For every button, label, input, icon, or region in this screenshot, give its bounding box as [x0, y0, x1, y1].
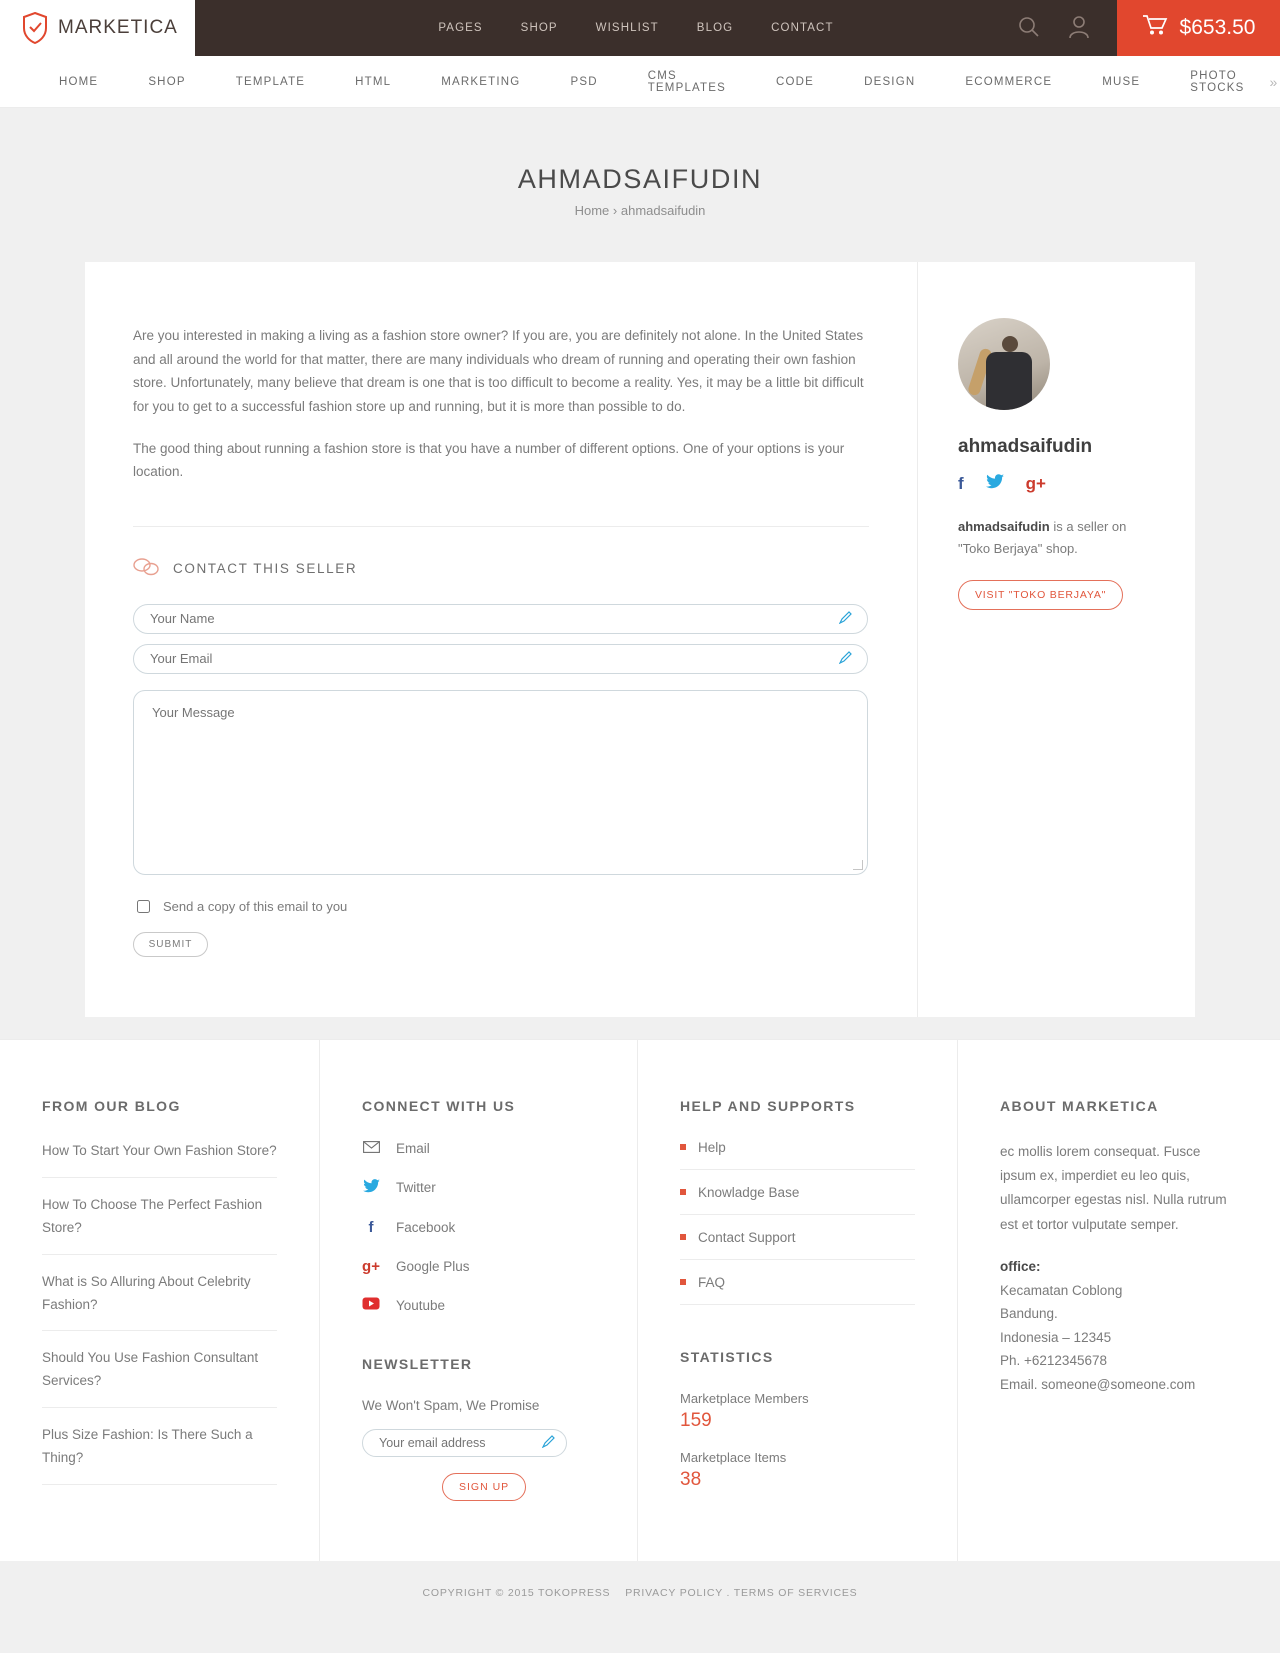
footer-connect-column [320, 1040, 638, 1561]
footer-about-title: ABOUT MARKETICA [1000, 1097, 1159, 1114]
top-nav-item-shop[interactable]: SHOP [520, 22, 558, 34]
chat-bubbles-icon [133, 557, 159, 580]
breadcrumb [0, 203, 1280, 218]
list-item[interactable]: Plus Size Fashion: Is There Such a Thing? [42, 1424, 277, 1485]
intro-paragraph-1: Are you interested in making a living as a fashion store owner? If you are, you are definitely not alone. In the United States and all around the world for that matter, there are many individuals who dream of running and operating their own fashion store. Unfortunately, many believe that dream is one that is too difficult to become a reality. Yes, it may be a little bit difficult for you to get to a successful fashion store up and running, but it is more than possible to do. [133, 328, 864, 414]
avatar [958, 318, 1050, 410]
twitter-icon[interactable] [986, 474, 1004, 494]
facebook-icon: f [368, 1218, 374, 1236]
connect-item-label: Facebook [396, 1219, 456, 1235]
statistics-title: STATISTICS [680, 1348, 774, 1365]
main-nav-item-psd[interactable]: PSD [570, 75, 598, 88]
main-nav-item-code[interactable]: CODE [776, 75, 815, 88]
email-field[interactable] [133, 644, 868, 674]
user-icon[interactable] [1067, 14, 1091, 43]
copyright-bar [0, 1561, 1280, 1627]
send-copy-label: Send a copy of this email to you [163, 898, 348, 914]
stat-label: Marketplace Members [680, 1390, 809, 1406]
about-office [1000, 1255, 1238, 1397]
message-input[interactable] [150, 703, 851, 862]
google-plus-icon[interactable]: g+ [1025, 474, 1046, 493]
chevron-double-down-icon[interactable]: » [1269, 73, 1278, 90]
send-copy-checkbox[interactable] [137, 900, 150, 913]
main-nav-item-cms-templates[interactable]: CMS TEMPLATES [647, 69, 727, 94]
pencil-icon [839, 650, 853, 667]
seller-socials [958, 474, 1155, 494]
bullet-square-icon [680, 1234, 686, 1240]
logo-shield-icon [22, 12, 48, 44]
help-item-label: Help [698, 1139, 726, 1155]
top-nav [195, 0, 1017, 56]
content-card [85, 262, 1195, 1017]
newsletter-field[interactable] [362, 1429, 567, 1457]
main-nav-item-home[interactable]: HOME [59, 75, 99, 88]
bullet-square-icon [680, 1189, 686, 1195]
connect-item-facebook[interactable] [362, 1219, 595, 1236]
about-office-line: Email. someone@someone.com [1000, 1377, 1196, 1393]
avatar-body [986, 352, 1032, 410]
breadcrumb-home[interactable]: Home [574, 203, 610, 218]
footer [0, 1039, 1280, 1561]
intro-paragraph-2: The good thing about running a fashion store is that you have a number of different options. One of your options is your location. [133, 440, 845, 480]
page-title: AHMADSAIFUDIN [517, 164, 763, 194]
top-bar [0, 0, 1280, 56]
breadcrumb-current: ahmadsaifudin [620, 203, 706, 218]
name-input[interactable] [148, 610, 839, 627]
main-nav-item-ecommerce[interactable]: ECOMMERCE [965, 75, 1053, 88]
footer-connect-title: CONNECT WITH US [362, 1097, 516, 1114]
card-main [85, 262, 917, 1017]
bullet-square-icon [680, 1279, 686, 1285]
footer-help-title: HELP AND SUPPORTS [680, 1097, 856, 1114]
youtube-icon [362, 1297, 380, 1314]
page-header [0, 108, 1280, 262]
stat-value: 159 [680, 1409, 712, 1431]
top-nav-item-contact[interactable]: CONTACT [771, 22, 834, 34]
main-nav-item-marketing[interactable]: MARKETING [441, 75, 521, 88]
seller-name: ahmadsaifudin [958, 436, 1093, 457]
top-nav-item-blog[interactable]: BLOG [696, 22, 734, 34]
help-item[interactable] [680, 1230, 915, 1260]
connect-item-label: Youtube [396, 1297, 446, 1313]
contact-seller-title: CONTACT THIS SELLER [173, 560, 358, 576]
seller-description [958, 516, 1155, 560]
connect-item-google-plus[interactable] [362, 1258, 595, 1275]
help-item-label: Contact Support [698, 1229, 796, 1245]
connect-item-youtube[interactable] [362, 1297, 595, 1314]
copyright-links[interactable]: PRIVACY POLICY . TERMS OF SERVICES [625, 1587, 858, 1600]
twitter-icon [362, 1179, 380, 1197]
help-item-label: Knowladge Base [698, 1184, 800, 1200]
about-office-line: Bandung. [1000, 1306, 1058, 1322]
visit-shop-button[interactable]: VISIT "TOKO BERJAYA" [958, 580, 1123, 610]
facebook-icon[interactable]: f [958, 474, 964, 493]
top-nav-item-wishlist[interactable]: WISHLIST [595, 22, 659, 34]
connect-item-label: Email [396, 1140, 430, 1156]
logo[interactable] [0, 0, 195, 56]
bullet-square-icon [680, 1144, 686, 1150]
main-nav-item-photo-stocks[interactable]: PHOTO STOCKS [1190, 69, 1245, 94]
list-item[interactable]: How To Choose The Perfect Fashion Store? [42, 1194, 277, 1255]
stat-label: Marketplace Items [680, 1449, 787, 1465]
cart-amount: $653.50 [1179, 16, 1256, 39]
google-plus-icon: g+ [362, 1257, 380, 1275]
pencil-icon [542, 1434, 556, 1451]
help-item[interactable] [680, 1275, 915, 1305]
newsletter-input[interactable] [377, 1435, 542, 1451]
help-item[interactable] [680, 1140, 915, 1170]
name-field[interactable] [133, 604, 868, 634]
list-item[interactable]: Should You Use Fashion Consultant Services? [42, 1347, 277, 1408]
about-office-line: Kecamatan Coblong [1000, 1282, 1123, 1298]
newsletter-title: NEWSLETTER [362, 1355, 473, 1372]
about-office-line: Ph. +6212345678 [1000, 1353, 1107, 1369]
message-field[interactable] [133, 690, 868, 875]
signup-button[interactable]: SIGN UP [442, 1473, 526, 1501]
list-item[interactable]: What is So Alluring About Celebrity Fashion? [42, 1271, 277, 1332]
copyright-text: COPYRIGHT © 2015 TOKOPRESS [422, 1587, 611, 1600]
top-nav-item-pages[interactable]: PAGES [438, 22, 483, 34]
main-nav-item-design[interactable]: DESIGN [864, 75, 916, 88]
top-icons [1017, 0, 1117, 56]
avatar-head [1002, 336, 1018, 352]
about-text: ec mollis lorem consequat. Fusce ipsum ex, imperdiet eu leo quis, ullamcorper egestas nisl. Nulla rutrum est et tortor vulputate semper. [1000, 1143, 1227, 1232]
pencil-icon [839, 610, 853, 627]
cart-icon [1142, 14, 1168, 42]
footer-help-column [638, 1040, 958, 1561]
main-nav-item-muse[interactable]: MUSE [1102, 75, 1141, 88]
divider [133, 526, 869, 527]
footer-about-column [958, 1040, 1280, 1561]
search-icon[interactable] [1017, 15, 1041, 42]
help-item[interactable] [680, 1185, 915, 1215]
about-office-label: office: [1000, 1258, 1041, 1274]
footer-blog-title: FROM OUR BLOG [42, 1097, 181, 1114]
main-nav [0, 56, 1280, 108]
seller-sidebar [917, 262, 1195, 1017]
help-item-label: FAQ [698, 1274, 726, 1290]
resize-handle[interactable] [853, 860, 863, 870]
connect-item-label: Twitter [396, 1180, 436, 1196]
main-nav-item-shop[interactable]: SHOP [148, 75, 186, 88]
main-nav-item-html[interactable]: HTML [355, 75, 392, 88]
newsletter-subtitle: We Won't Spam, We Promise [362, 1397, 540, 1413]
seller-description-name: ahmadsaifudin [958, 519, 1050, 534]
connect-item-label: Google Plus [396, 1258, 470, 1274]
email-input[interactable] [148, 650, 839, 667]
breadcrumb-separator: › [612, 203, 618, 218]
connect-item-twitter[interactable] [362, 1179, 595, 1197]
send-copy-row [133, 897, 869, 916]
contact-seller-header [133, 557, 869, 580]
cart-button[interactable] [1117, 0, 1280, 56]
seller-description-rest: is a seller on "Toko Berjaya" shop. [958, 519, 1127, 557]
connect-item-email[interactable] [362, 1140, 595, 1157]
main-nav-item-template[interactable]: TEMPLATE [235, 75, 306, 88]
footer-blog-column [0, 1040, 320, 1561]
logo-text: MARKETICA [58, 17, 178, 38]
list-item[interactable]: How To Start Your Own Fashion Store? [42, 1140, 277, 1178]
stat-value: 38 [680, 1468, 702, 1490]
submit-button[interactable]: SUBMIT [133, 932, 208, 957]
mail-icon [362, 1140, 380, 1157]
about-office-line: Indonesia – 12345 [1000, 1329, 1112, 1345]
